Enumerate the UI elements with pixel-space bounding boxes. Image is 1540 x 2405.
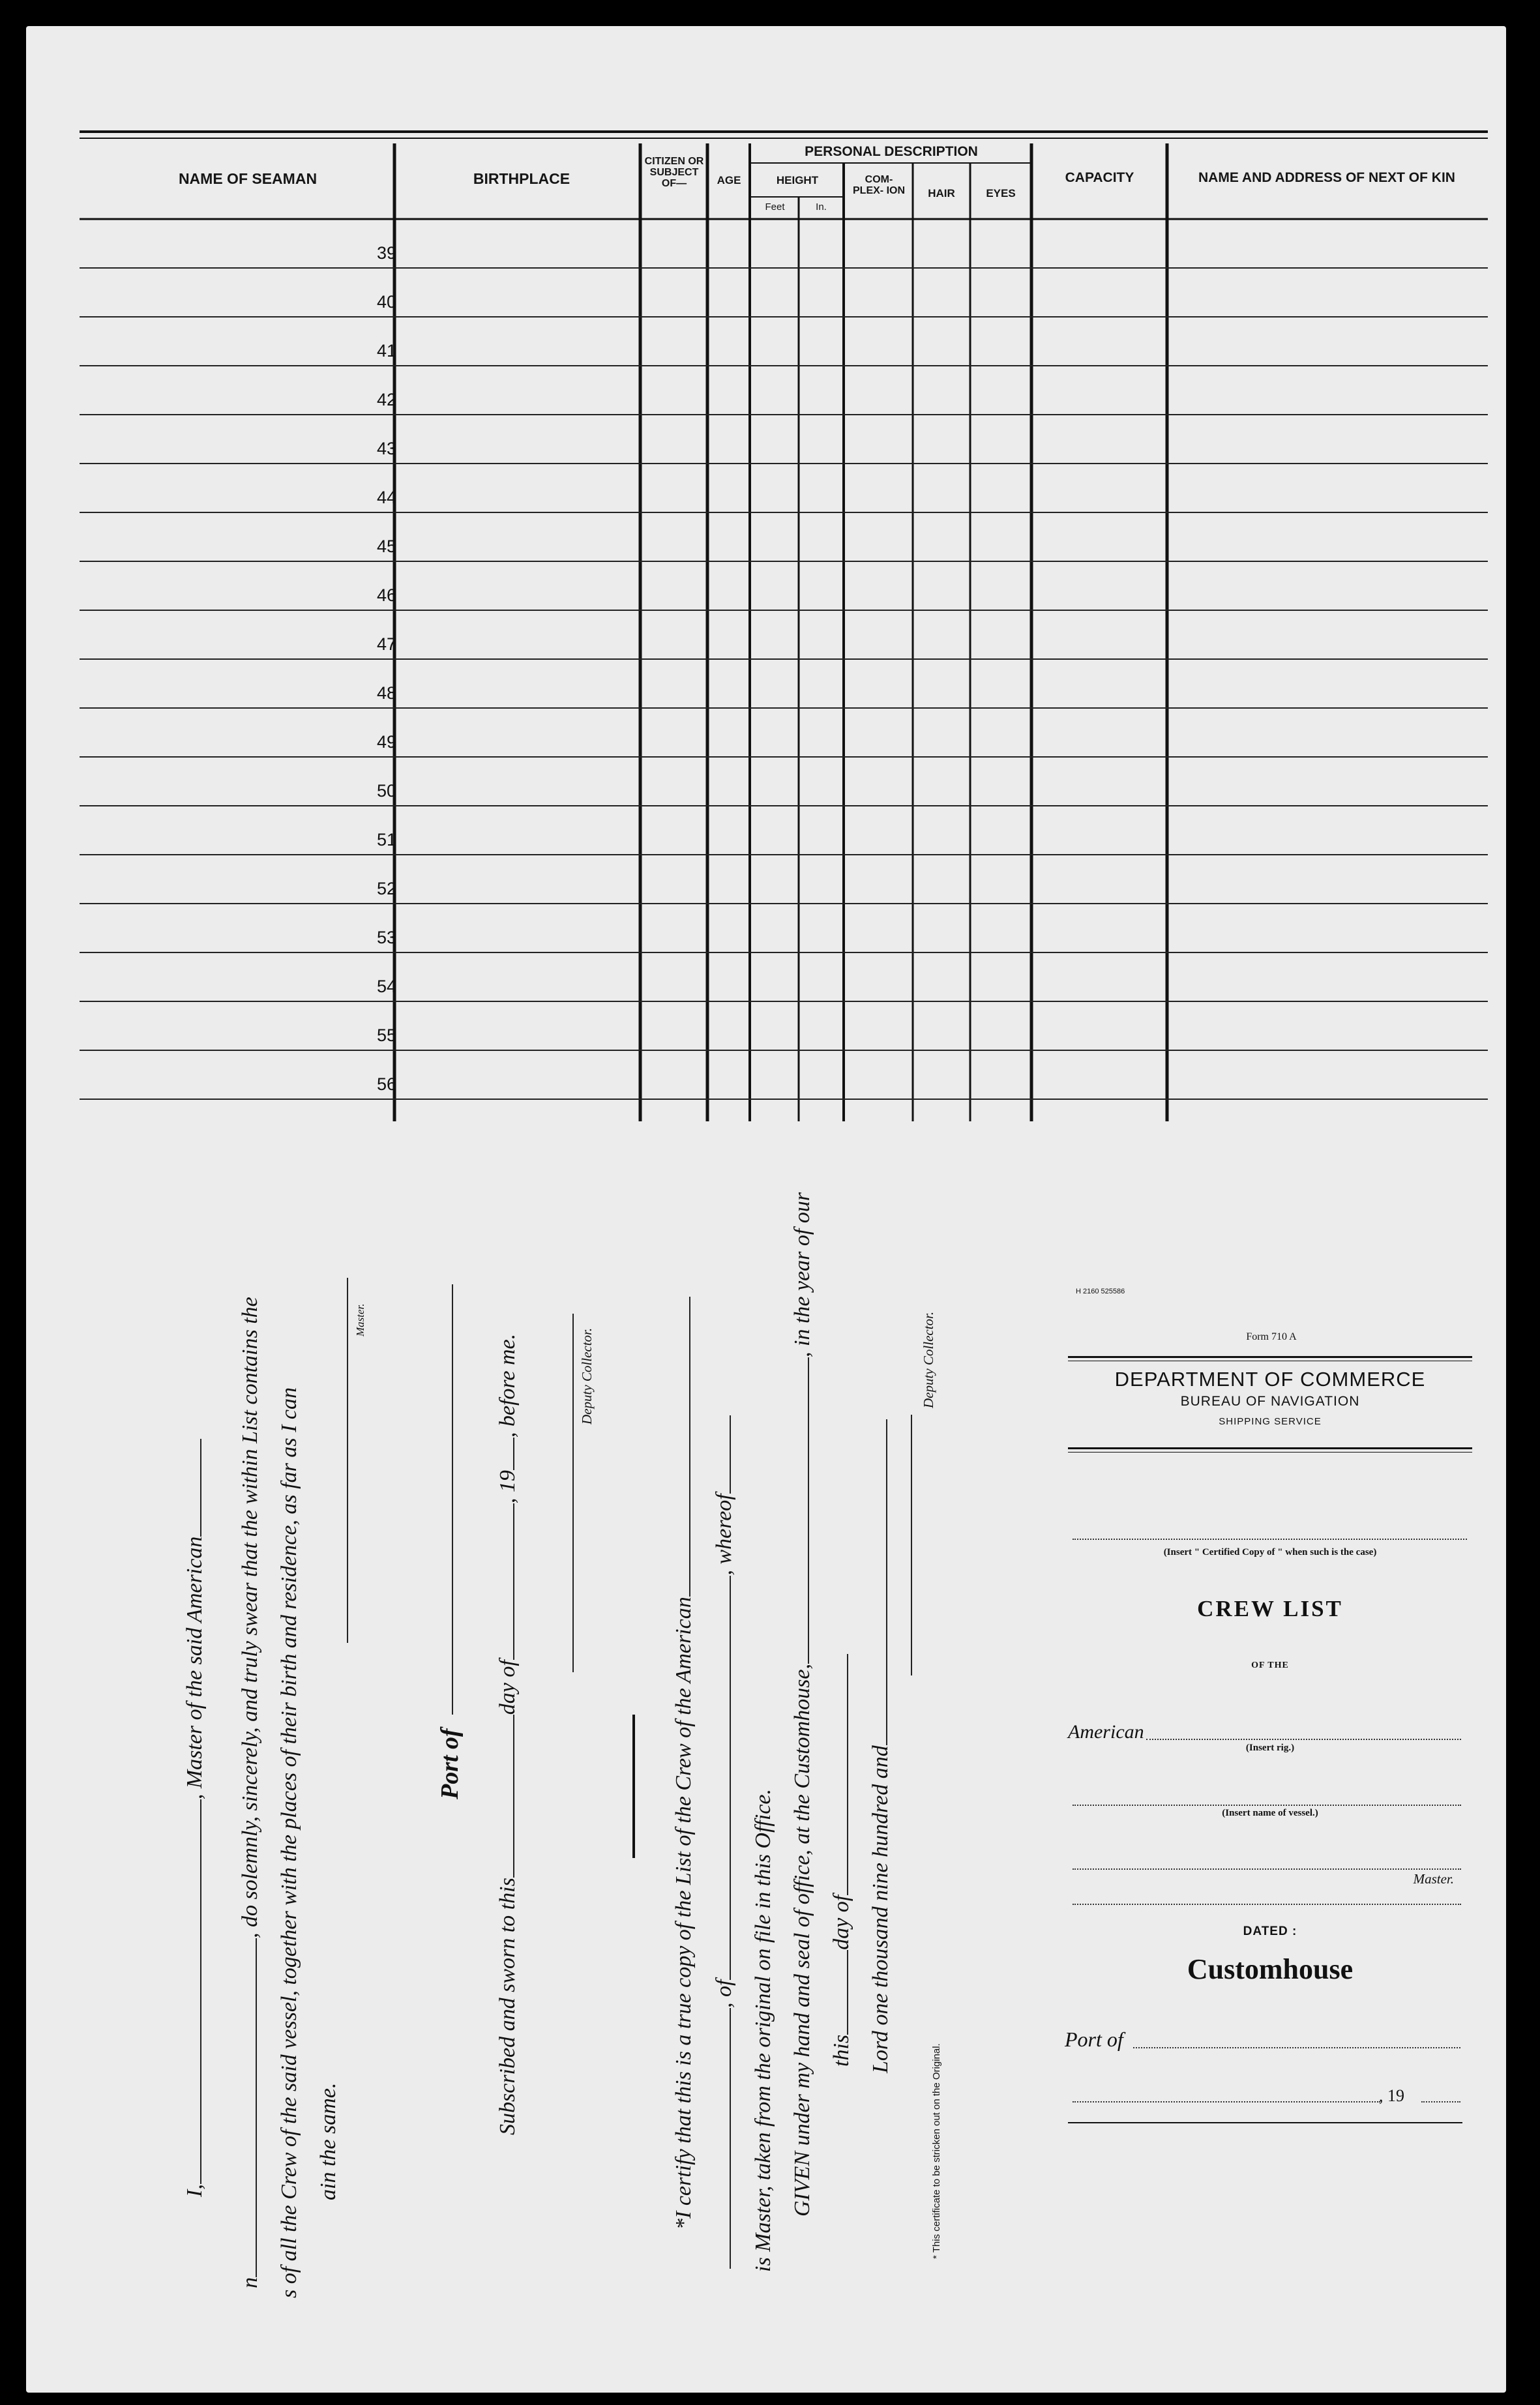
department-title: DEPARTMENT OF COMMERCE [1114, 1368, 1426, 1391]
oath-subscribed-line: Subscribed and sworn to thisday of, 19, before me. [496, 1333, 520, 2135]
table-row-number: 47 [376, 634, 396, 654]
cert-footnote: * This certificate to be stricken out on the Original. [931, 2043, 942, 2259]
cert-line-1: *I certify that this is a true copy of the List of the Crew of the American [672, 1297, 696, 2230]
date-field[interactable] [1073, 2101, 1380, 2103]
table-row-number: 48 [376, 683, 396, 703]
crew-table-grid [26, 26, 1506, 1134]
master-field-underline [1073, 1904, 1461, 1905]
insert-rig-note: (Insert rig.) [1245, 1743, 1295, 1753]
cover-rule-top-1 [1068, 1356, 1472, 1358]
header-birthplace: BIRTHPLACE [473, 170, 570, 187]
vessel-name-field[interactable] [1073, 1805, 1461, 1806]
customhouse-title: Customhouse [1187, 1953, 1354, 1985]
header-complexion: COM- PLEX- ION [853, 174, 906, 196]
cert-line-2: , of, whereof [712, 1415, 737, 2269]
print-code: H 2160 525586 [1076, 1288, 1125, 1295]
cert-line-4: GIVEN under my hand and seal of office, at the Customhouse,, in the year of our [790, 1192, 814, 2217]
oath-deputy-collector: Deputy Collector. [579, 1327, 595, 1424]
certified-copy-field[interactable] [1073, 1539, 1467, 1540]
certified-copy-note: (Insert " Certified Copy of " when such is the case) [1163, 1547, 1377, 1557]
table-row-number: 49 [376, 732, 396, 752]
cover-rule-mid-1 [1068, 1447, 1472, 1449]
table-row-number: 44 [376, 488, 396, 507]
bureau-title: BUREAU OF NAVIGATION [1180, 1394, 1360, 1409]
table-row-number: 56 [376, 1074, 396, 1094]
table-row-number: 40 [376, 292, 396, 312]
table-row-number: 43 [376, 439, 396, 458]
table-row-number: 51 [376, 830, 396, 849]
header-feet: Feet [765, 201, 785, 213]
table-row-number: 50 [376, 781, 396, 801]
cover-rule-bottom [1068, 2122, 1462, 2123]
table-row-number: 41 [376, 341, 396, 361]
table-row-number: 53 [376, 928, 396, 947]
header-name-of-seaman: NAME OF SEAMAN [178, 170, 318, 187]
table-row-number: 55 [376, 1025, 396, 1045]
header-next-of-kin: NAME AND ADDRESS OF NEXT OF KIN [1198, 170, 1455, 185]
header-capacity: CAPACITY [1065, 170, 1134, 185]
insert-vessel-note: (Insert name of vessel.) [1222, 1808, 1318, 1818]
of-the-label: OF THE [1251, 1660, 1289, 1670]
form-number: Form 710 A [1246, 1331, 1297, 1342]
table-row-number: 52 [376, 879, 396, 898]
oath-line-1: I,, Master of the said American [183, 1439, 207, 2197]
rig-field[interactable] [1146, 1739, 1461, 1740]
deputy-collector-line-1 [572, 1314, 574, 1672]
oath-port-of: Port of [436, 1728, 464, 1799]
header-hair: HAIR [928, 187, 955, 199]
table-row-number: 46 [376, 585, 396, 605]
oath-line-4: ain the same. [316, 2082, 340, 2200]
table-row-number: 45 [376, 537, 396, 556]
cert-line-6: Lord one thousand nine hundred and [868, 1419, 893, 2073]
table-row-number: 42 [376, 390, 396, 409]
service-title: SHIPPING SERVICE [1219, 1416, 1322, 1427]
section-divider [632, 1715, 635, 1858]
cert-line-5: thisday of [829, 1654, 854, 2067]
header-height: HEIGHT [776, 174, 819, 186]
header-inches: In. [816, 201, 827, 213]
deputy-collector-line-2 [911, 1415, 912, 1675]
cert-deputy-collector: Deputy Collector. [921, 1311, 936, 1408]
cover-rule-mid-2 [1068, 1452, 1472, 1453]
header-age: AGE [717, 174, 741, 186]
cert-line-3: is Master, taken from the original on file in this Office. [751, 1788, 775, 2272]
crew-list-form [26, 26, 1506, 2393]
table-row-number: 54 [376, 977, 396, 996]
oath-master-label: Master. [354, 1303, 366, 1336]
port-of-line [452, 1284, 453, 1715]
crew-list-title: CREW LIST [1197, 1596, 1343, 1621]
header-personal-description: PERSONAL DESCRIPTION [805, 144, 978, 159]
port-of-label: Port of [1065, 2028, 1123, 2051]
american-label: American [1068, 1721, 1144, 1743]
header-eyes: EYES [986, 187, 1016, 199]
nineteen-label: , 19 [1379, 2086, 1404, 2105]
port-of-field[interactable] [1133, 2047, 1460, 2048]
oath-line-3: s of all the Crew of the said vessel, together with the places of their birth and residence, as far as I can [277, 1387, 301, 2298]
master-field[interactable] [1073, 1868, 1461, 1870]
header-citizen: CITIZEN OR SUBJECT OF— [644, 156, 704, 189]
oath-line-2: n, do solemnly, sincerely, and truly swear that the within List contains the [238, 1297, 262, 2288]
dated-label: DATED : [1243, 1925, 1297, 1938]
table-row-number: 39 [376, 243, 396, 263]
date-field-end[interactable] [1421, 2101, 1460, 2103]
master-signature-line [347, 1278, 348, 1643]
master-label: Master. [1413, 1871, 1454, 1887]
